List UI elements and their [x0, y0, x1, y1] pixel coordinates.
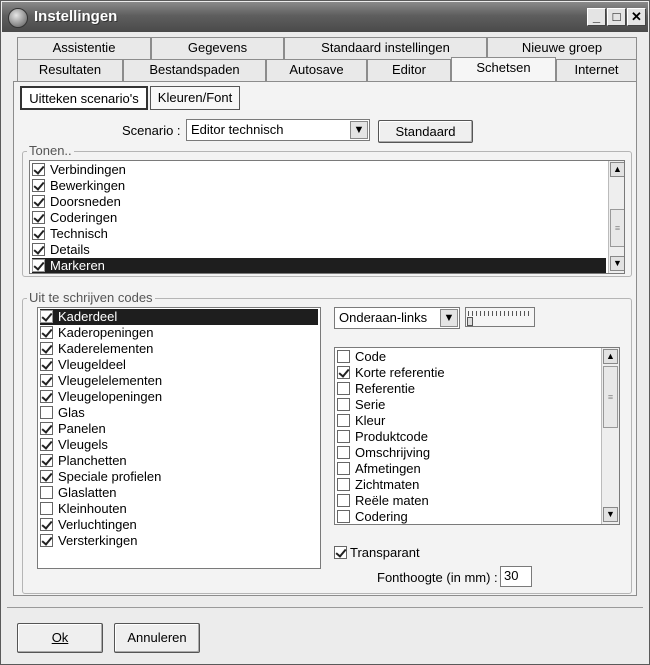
- fields-item-row[interactable]: [337, 349, 388, 365]
- fields-item-row[interactable]: [337, 493, 431, 509]
- codes-item-row[interactable]: [40, 421, 108, 437]
- fields-item-row[interactable]: [337, 477, 421, 493]
- fonthoogte-label: Fonthoogte (in mm) :: [377, 570, 498, 585]
- tonen-item-row[interactable]: [32, 210, 119, 226]
- slider-thumb[interactable]: [467, 317, 473, 326]
- fields-scrollbar[interactable]: [601, 348, 619, 524]
- tonen-item-row[interactable]: [32, 162, 128, 178]
- checkbox-icon[interactable]: [40, 502, 53, 515]
- checkbox-icon[interactable]: [337, 462, 350, 475]
- tonen-item-row[interactable]: [32, 242, 92, 258]
- codes-item-row[interactable]: [40, 357, 128, 373]
- codes-group-title: Uit te schrijven codes: [29, 290, 153, 305]
- position-value: Onderaan-links: [339, 310, 428, 325]
- scroll-thumb[interactable]: ≡: [610, 209, 625, 247]
- close-button[interactable]: [627, 8, 646, 26]
- codes-item-label: Glas: [58, 405, 85, 420]
- annuleren-label: Annuleren: [127, 630, 187, 645]
- tonen-item-label: Coderingen: [50, 210, 118, 225]
- checkbox-icon[interactable]: [337, 446, 350, 459]
- transparant-label: Transparant: [350, 545, 420, 560]
- codes-item-row[interactable]: [40, 501, 129, 517]
- checkbox-icon[interactable]: [337, 398, 350, 411]
- tonen-group: [22, 143, 632, 277]
- codes-item-label: Panelen: [58, 421, 106, 436]
- codes-item-label: Kleinhouten: [58, 501, 127, 516]
- tab-editor[interactable]: Editor: [367, 59, 451, 81]
- tonen-item-row[interactable]: [32, 194, 123, 210]
- checkbox-icon[interactable]: [40, 438, 53, 451]
- checkbox-icon[interactable]: [337, 430, 350, 443]
- scenario-label: Scenario :: [122, 123, 181, 138]
- checkbox-icon[interactable]: [40, 422, 53, 435]
- codes-item-row[interactable]: [40, 453, 129, 469]
- position-slider[interactable]: [465, 307, 535, 327]
- checkbox-icon[interactable]: [40, 326, 53, 339]
- checkbox-icon[interactable]: [40, 358, 53, 371]
- fields-item-row[interactable]: [337, 445, 432, 461]
- maximize-button[interactable]: [607, 8, 626, 26]
- tonen-item-label: Markeren: [50, 258, 105, 273]
- codes-item-label: Glaslatten: [58, 485, 117, 500]
- tonen-item-label: Technisch: [50, 226, 108, 241]
- codes-item-label: Planchetten: [58, 453, 127, 468]
- tab-nieuwe-groep[interactable]: Nieuwe groep: [487, 37, 637, 59]
- codes-item-row[interactable]: [40, 389, 164, 405]
- codes-item-label: Vleugelelementen: [58, 373, 163, 388]
- fields-item-label: Codering: [355, 509, 408, 524]
- codes-item-row[interactable]: [40, 533, 140, 549]
- checkbox-icon[interactable]: [337, 510, 350, 523]
- fields-item-row[interactable]: [337, 429, 430, 445]
- scroll-thumb[interactable]: ≡: [603, 366, 618, 428]
- codes-item-label: Speciale profielen: [58, 469, 162, 484]
- codes-item-label: Kaderelementen: [58, 341, 154, 356]
- tonen-item-label: Verbindingen: [50, 162, 126, 177]
- position-select[interactable]: [334, 307, 460, 329]
- codes-item-label: Versterkingen: [58, 533, 138, 548]
- window-title: Instellingen: [34, 8, 118, 25]
- fields-item-label: Zichtmaten: [355, 477, 420, 492]
- fields-item-label: Reële maten: [355, 493, 429, 508]
- tonen-item-row[interactable]: [32, 178, 127, 194]
- ok-label: Ok: [51, 630, 69, 645]
- tab-schetsen[interactable]: Schetsen: [451, 57, 556, 81]
- scroll-up-icon[interactable]: ▲: [603, 349, 618, 364]
- fields-item-label: Code: [355, 349, 387, 364]
- codes-item-label: Vleugels: [58, 437, 108, 452]
- standaard-button[interactable]: Standaard: [378, 120, 473, 143]
- tonen-list[interactable]: [29, 160, 625, 274]
- checkbox-icon[interactable]: [337, 350, 350, 363]
- checkbox-icon[interactable]: [337, 494, 350, 507]
- tab-bestandspaden[interactable]: Bestandspaden: [123, 59, 266, 81]
- fields-item-row[interactable]: [337, 381, 417, 397]
- subtab-kleuren-font[interactable]: Kleuren/Font: [150, 86, 240, 110]
- checkbox-icon[interactable]: [32, 211, 45, 224]
- tonen-item-label: Details: [50, 242, 90, 257]
- checkbox-icon[interactable]: [40, 470, 53, 483]
- minimize-icon: _: [592, 9, 601, 24]
- codes-group: [22, 290, 632, 594]
- checkbox-icon[interactable]: [40, 518, 53, 531]
- footer-separator: [7, 607, 643, 608]
- codes-item-row[interactable]: [40, 309, 318, 325]
- app-icon: [8, 8, 28, 28]
- codes-item-label: Vleugeldeel: [58, 357, 126, 372]
- fields-item-label: Kleur: [355, 413, 386, 428]
- tonen-item-label: Bewerkingen: [50, 178, 126, 193]
- codes-item-row[interactable]: [40, 517, 139, 533]
- tonen-item-label: Doorsneden: [50, 194, 121, 209]
- scenario-value: Editor technisch: [191, 122, 284, 137]
- tonen-scrollbar[interactable]: [608, 161, 625, 273]
- checkbox-icon[interactable]: [337, 382, 350, 395]
- tonen-group-title: Tonen..: [29, 143, 72, 158]
- minimize-button[interactable]: [587, 8, 606, 26]
- scroll-down-icon[interactable]: ▼: [603, 507, 618, 522]
- fonthoogte-input[interactable]: 30: [500, 566, 532, 587]
- codes-item-row[interactable]: [40, 341, 155, 357]
- codes-item-label: Verluchtingen: [58, 517, 137, 532]
- fields-item-row[interactable]: [337, 397, 387, 413]
- fields-item-label: Produktcode: [355, 429, 428, 444]
- slider-ticks: [468, 311, 532, 316]
- codes-item-row[interactable]: [40, 325, 155, 341]
- tonen-item-row[interactable]: [32, 258, 606, 274]
- annuleren-button[interactable]: [114, 623, 200, 653]
- checkbox-icon[interactable]: [32, 163, 45, 176]
- codes-item-row[interactable]: [40, 405, 87, 421]
- fields-item-label: Korte referentie: [355, 365, 445, 380]
- checkbox-icon[interactable]: [337, 414, 350, 427]
- checkbox-icon[interactable]: [32, 259, 45, 272]
- fields-item-row[interactable]: [337, 509, 410, 525]
- fields-item-row[interactable]: [337, 365, 447, 381]
- checkbox-icon[interactable]: [337, 478, 350, 491]
- fields-item-label: Referentie: [355, 381, 415, 396]
- checkbox-icon[interactable]: [40, 374, 53, 387]
- checkbox-icon[interactable]: [32, 195, 45, 208]
- scroll-up-icon[interactable]: ▲: [610, 162, 625, 177]
- schetsen-panel: [13, 81, 637, 596]
- fields-list[interactable]: [334, 347, 620, 525]
- codes-item-label: Kaderdeel: [58, 309, 118, 324]
- codes-item-row[interactable]: [40, 373, 164, 389]
- tab-gegevens[interactable]: Gegevens: [151, 37, 284, 59]
- fields-item-label: Serie: [355, 397, 386, 412]
- checkbox-icon[interactable]: [32, 227, 45, 240]
- tab-internet[interactable]: Internet: [556, 59, 637, 81]
- checkbox-icon[interactable]: [32, 243, 45, 256]
- checkbox-icon[interactable]: [40, 310, 53, 323]
- codes-item-label: Kaderopeningen: [58, 325, 154, 340]
- tab-resultaten[interactable]: Resultaten: [17, 59, 123, 81]
- ok-button[interactable]: [17, 623, 103, 653]
- fields-item-row[interactable]: [337, 461, 423, 477]
- checkbox-icon[interactable]: [40, 534, 53, 547]
- tab-assistentie[interactable]: Assistentie: [17, 37, 151, 59]
- tab-autosave[interactable]: Autosave: [266, 59, 367, 81]
- subtab-uitteken-scenarios[interactable]: Uitteken scenario's: [20, 86, 148, 110]
- tab-standaard-instellingen[interactable]: Standaard instellingen: [284, 37, 487, 59]
- checkbox-icon[interactable]: [32, 179, 45, 192]
- fields-item-label: Omschrijving: [355, 445, 431, 460]
- codes-item-row[interactable]: [40, 469, 163, 485]
- chevron-down-icon[interactable]: ▼: [350, 121, 368, 139]
- checkbox-icon[interactable]: [40, 454, 53, 467]
- checkbox-icon[interactable]: [40, 342, 53, 355]
- checkbox-icon[interactable]: [337, 366, 350, 379]
- fields-item-row[interactable]: [337, 413, 387, 429]
- transparant-check-icon[interactable]: [334, 546, 347, 559]
- tonen-item-row[interactable]: [32, 226, 110, 242]
- scenario-select[interactable]: [186, 119, 370, 141]
- codes-list[interactable]: [37, 307, 321, 569]
- checkbox-icon[interactable]: [40, 486, 53, 499]
- title-bar[interactable]: [2, 2, 648, 32]
- checkbox-icon[interactable]: [40, 406, 53, 419]
- transparant-checkbox[interactable]: [334, 545, 420, 560]
- maximize-icon: □: [612, 9, 621, 24]
- checkbox-icon[interactable]: [40, 390, 53, 403]
- fields-item-label: Afmetingen: [355, 461, 421, 476]
- codes-item-row[interactable]: [40, 437, 110, 453]
- scroll-down-icon[interactable]: ▼: [610, 256, 625, 271]
- chevron-down-icon[interactable]: ▼: [440, 309, 458, 327]
- close-icon: ✕: [631, 9, 642, 24]
- codes-item-label: Vleugelopeningen: [58, 389, 163, 404]
- codes-item-row[interactable]: [40, 485, 119, 501]
